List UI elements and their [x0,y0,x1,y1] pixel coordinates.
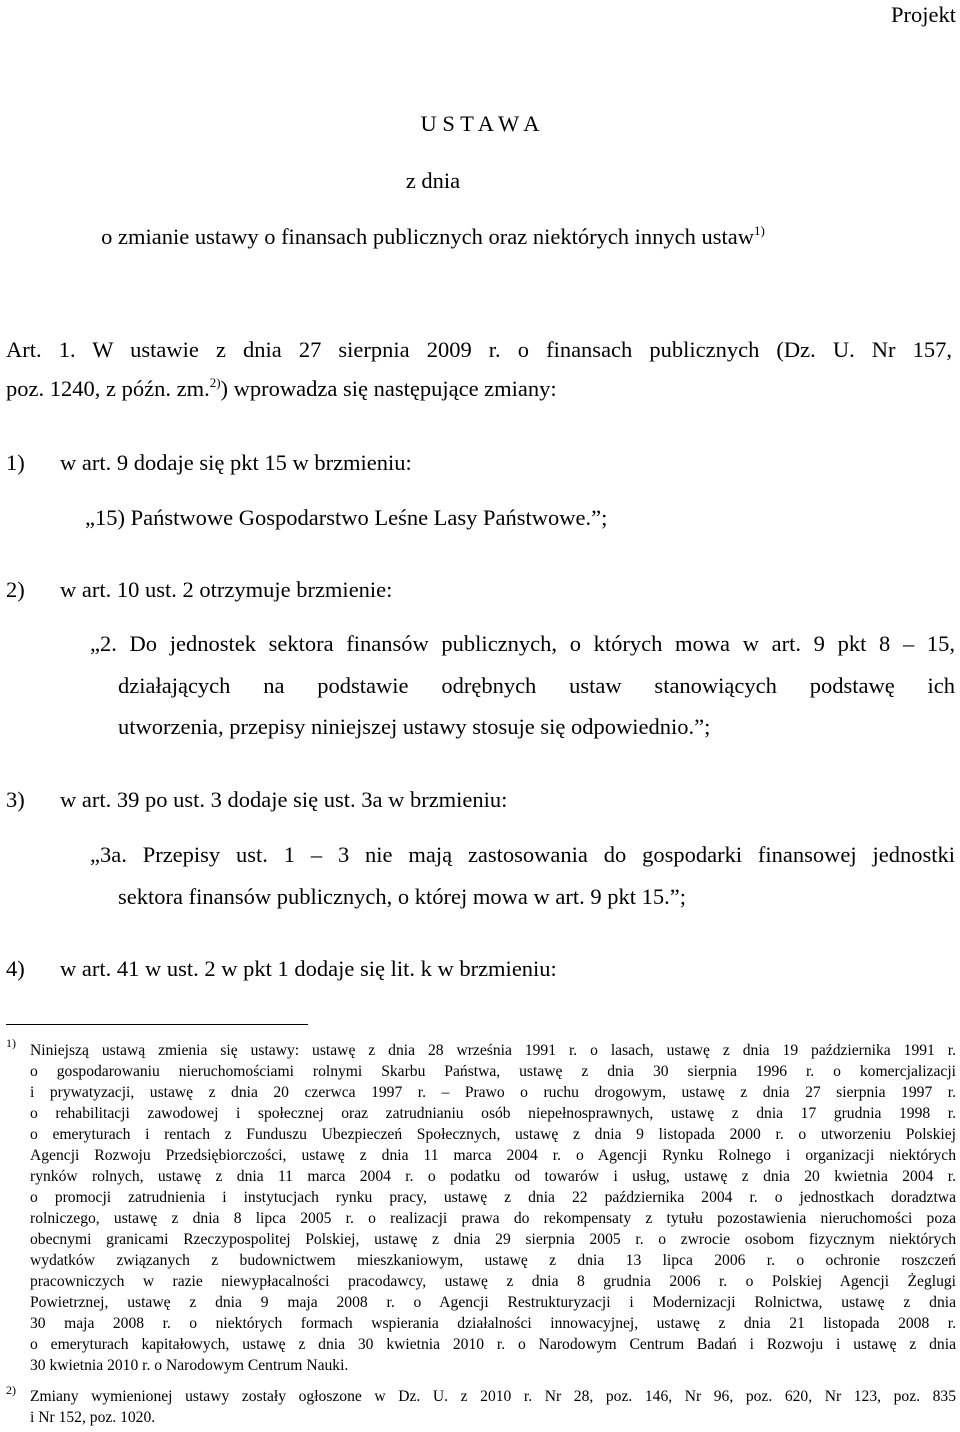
footnote-2-marker: 2) [6,1383,16,1397]
quote-ust-3a-line1: „3a. Przepisy ust. 1 – 3 nie mają zastosowania do gospodarki finansowej jednostki [90,842,955,867]
footnote-1-line: Powietrznej, ustawę z dnia 9 maja 2008 r. o Agencji Restrukturyzacji i Modernizacji Rolnictwa, ustawę z dnia [30,1294,956,1311]
footnote-1-line: rolniczego, ustawę z dnia 8 lipca 2005 r. o realizacji prawa do rekompensaty z tytułu pozostawienia nieruchomości poza [30,1210,956,1227]
art1-line1: Art. 1. W ustawie z dnia 27 sierpnia 2009 r. o finansach publicznych (Dz. U. Nr 157, [6,337,952,362]
quote-ust-2-line3: utworzenia, przepisy niniejszej ustawy stosuje się odpowiednio.”; [118,714,711,739]
footnote-1-line: o rehabilitacji zawodowej i społecznej oraz zatrudnianiu osób niepełnosprawnych, ustawę z dnia 17 grudnia 1998 r. [30,1105,956,1122]
footnote-1-line: rynków rolnych, ustawę z dnia 11 marca 2004 r. o podatku od towarów i usług, ustawę z dnia 20 kwietnia 2004 r. [30,1168,956,1185]
item-4-text: w art. 41 w ust. 2 w pkt 1 dodaje się lit. k w brzmieniu: [60,956,557,981]
item-4-number: 4) [6,956,25,981]
footnote-1-line: Agencji Rozwoju Przedsiębiorczości, ustawę z dnia 11 marca 2004 r. o Agencji Rynku Rolnego i organizacji niektórych [30,1147,956,1164]
item-3-number: 3) [6,787,25,812]
act-subject-text: o zmianie ustawy o finansach publicznych oraz niektórych innych ustaw [101,224,755,249]
footnote-1-line: obecnymi granicami Rzeczypospolitej Polskiej, ustawę z dnia 29 sierpnia 2005 r. o zwrocie osobom fizycznym niektórych [30,1231,956,1248]
footnote-1-line: o emeryturach i rentach z Funduszu Ubezpieczeń Społecznych, ustawę z dnia 9 listopada 2000 r. o utworzeniu Polskiej [30,1126,956,1143]
item-1-text: w art. 9 dodaje się pkt 15 w brzmieniu: [60,450,412,475]
footnote-2-line: i Nr 152, poz. 1020. [30,1409,156,1426]
act-subject [0,223,866,249]
footnote-1-line: i prywatyzacji, ustawę z dnia 20 czerwca 1997 r. – Prawo o ruchu drogowym, ustawę z dnia 27 sierpnia 1997 r. [30,1084,956,1101]
item-1-number: 1) [6,450,25,475]
act-date-line: z dnia [405,168,461,193]
footnote-1-line: 30 kwietnia 2010 r. o Narodowym Centrum Nauki. [30,1357,349,1374]
footnote-1-line: wydatków związanych z budownictwem mieszkaniowym, ustawę z dnia 13 lipca 2006 r. o ochronie roszczeń [30,1252,956,1269]
footnote-1-marker: 1) [6,1036,16,1050]
quote-ust-2-line2: działających na podstawie odrębnych ustaw stanowiących podstawę ich [118,673,955,698]
footnote-2-line: Zmiany wymienionej ustawy zostały ogłoszone w Dz. U. z 2010 r. Nr 28, poz. 146, Nr 96, poz. 620, Nr 123, poz. 835 [30,1388,956,1405]
document-status: Projekt [891,2,956,27]
footnote-1-line: pracowniczych w razie niewypłacalności pracodawcy, ustawę z dnia 8 grudnia 2006 r. o Polskiej Agencji Żeglugi [30,1273,956,1290]
footnote-1 [30,1043,956,1379]
item-2-number: 2) [6,577,25,602]
item-2-text: w art. 10 ust. 2 otrzymuje brzmienie: [60,577,393,602]
footnote-ref-2: 2) [209,375,221,390]
footnote-1-line: Niniejszą ustawą zmienia się ustawy: ustawę z dnia 28 września 1991 r. o lasach, ustawę z dnia 19 października 1991 r. [30,1042,956,1059]
art1-line2-text: poz. 1240, z późn. zm. [6,376,210,401]
footnote-1-line: o promocji zatrudnienia i instytucjach rynku pracy, ustawę z dnia 22 października 2004 r. o jednostkach doradztwa [30,1189,956,1206]
quote-ust-3a-line2: sektora finansów publicznych, o której mowa w art. 9 pkt 15.”; [118,884,686,909]
quote-pkt-15: „15) Państwowe Gospodarstwo Leśne Lasy Państwowe.”; [85,505,608,530]
art1-line2-tail: ) wprowadza się następujące zmiany: [220,376,557,401]
act-heading: U S T A W A [420,111,540,136]
item-3-text: w art. 39 po ust. 3 dodaje się ust. 3a w brzmieniu: [60,787,508,812]
footnote-2 [30,1389,956,1431]
quote-ust-2-line1: „2. Do jednostek sektora finansów publicznych, o których mowa w art. 9 pkt 8 – 15, [90,631,955,656]
footnote-ref-1: 1) [754,223,765,238]
footnote-1-line: 30 maja 2008 r. o niektórych formach wspierania działalności innowacyjnej, ustawę z dnia 21 listopada 2008 r. [30,1315,956,1332]
footnote-separator [6,1024,308,1025]
art1-line2 [6,375,557,401]
footnote-1-line: o gospodarowaniu nieruchomościami rolnymi Skarbu Państwa, ustawę z dnia 30 sierpnia 1996 r. o komercjalizacji [30,1063,956,1080]
footnote-1-line: o emeryturach kapitałowych, ustawę z dnia 30 kwietnia 2010 r. o Narodowym Centrum Badań i Rozwoju i ustawę z dnia [30,1336,956,1353]
